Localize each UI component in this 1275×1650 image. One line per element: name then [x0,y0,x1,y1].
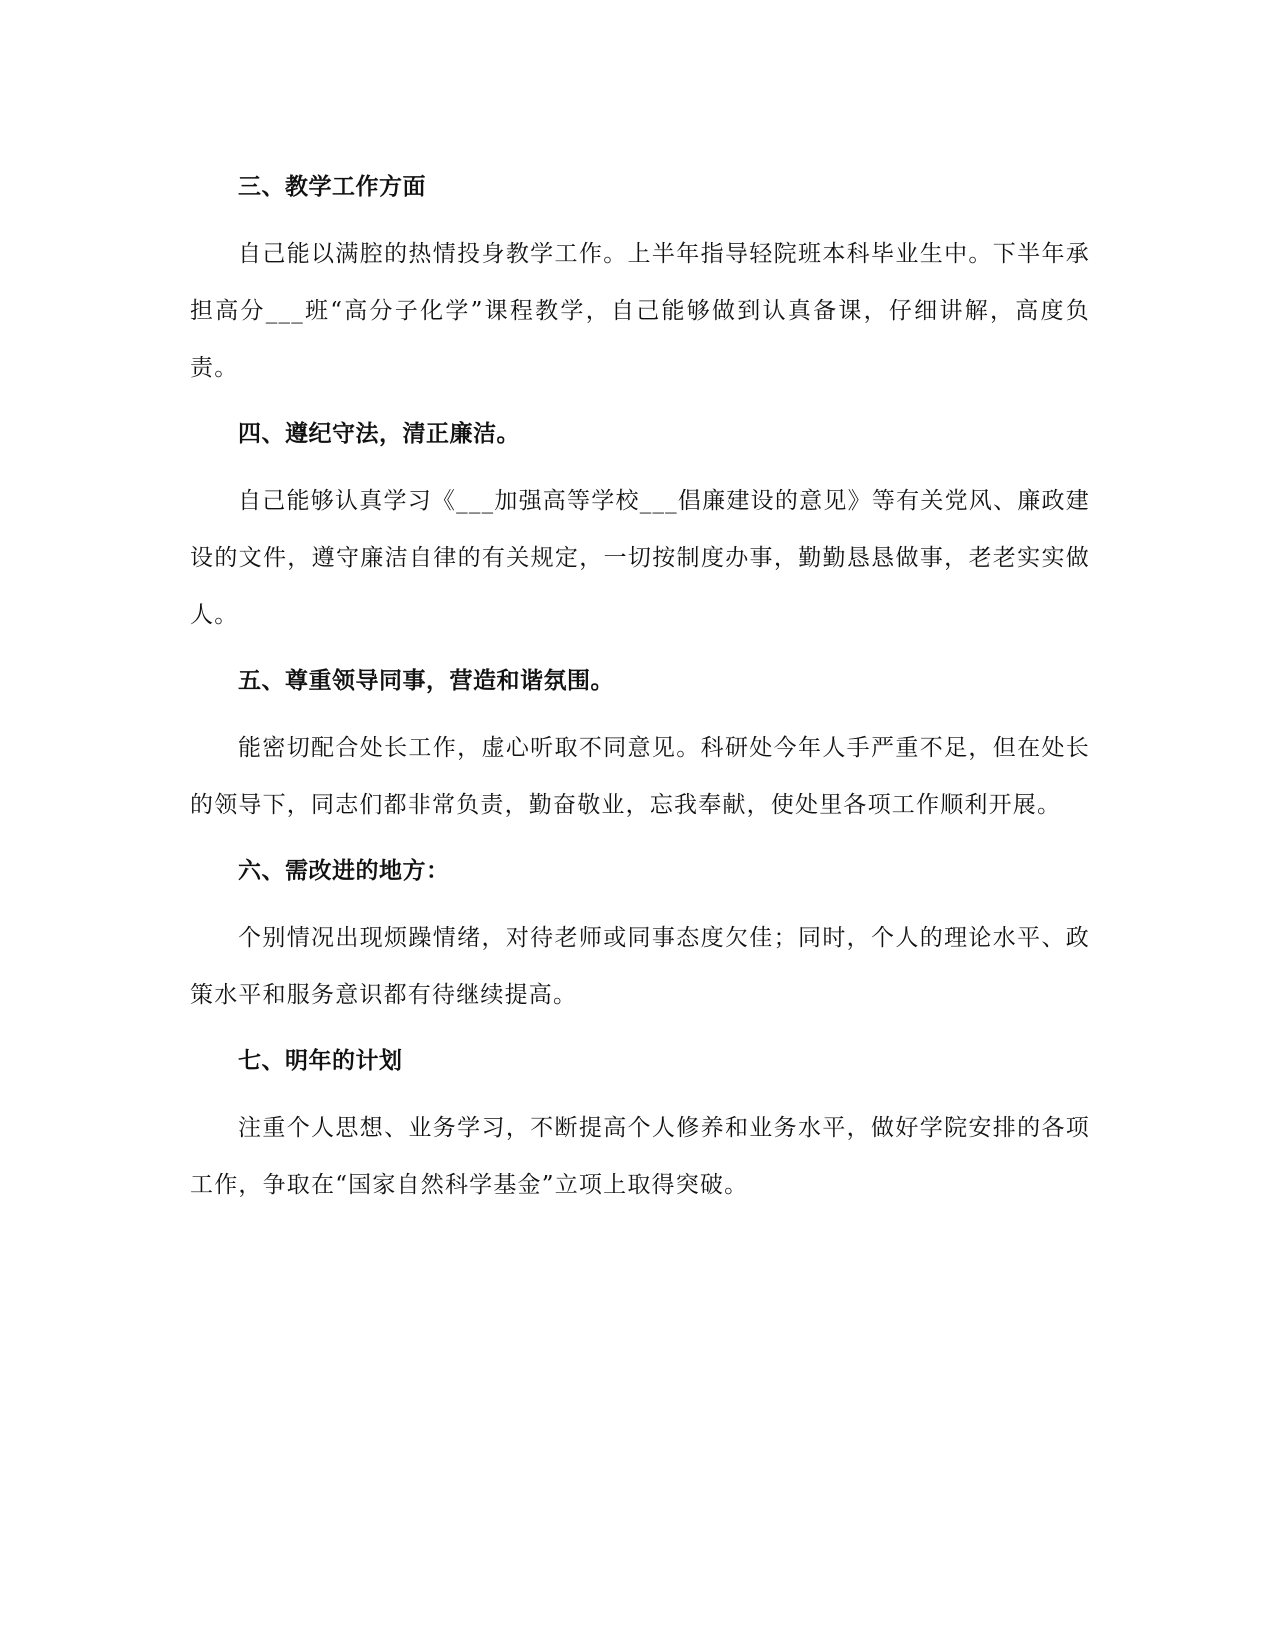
section-heading-improvements: 六、需改进的地方： [238,857,450,884]
section-paragraph-colleagues: 能密切配合处长工作，虚心听取不同意见。科研处今年人手严重不足，但在处长的领导下，同志们都非常负责，勤奋敬业，忘我奉献，使处里各项工作顺利开展。 [190,735,1090,818]
section-paragraph-next-year-plan: 注重个人思想、业务学习，不断提高个人修养和业务水平，做好学院安排的各项工作，争取在“国家自然科学基金”立项上取得突破。 [190,1115,1090,1198]
section-heading-teaching: 三、教学工作方面 [238,173,426,200]
section-paragraph-teaching: 自己能以满腔的热情投身教学工作。上半年指导轻院班本科毕业生中。下半年承担高分___班“高分子化学”课程教学，自己能够做到认真备课，仔细讲解，高度负责。 [190,241,1090,381]
document-body [190,170,1090,1234]
section-heading-colleagues: 五、尊重领导同事，营造和谐氛围。 [238,667,614,694]
section-paragraph-discipline: 自己能够认真学习《___加强高等学校___倡廉建设的意见》等有关党风、廉政建设的文件，遵守廉洁自律的有关规定，一切按制度办事，勤勤恳恳做事，老老实实做人。 [190,488,1090,628]
section-heading-next-year-plan: 七、明年的计划 [238,1047,403,1074]
section-heading-discipline: 四、遵纪守法，清正廉洁。 [238,420,520,447]
section-paragraph-improvements: 个别情况出现烦躁情绪，对待老师或同事态度欠佳；同时，个人的理论水平、政策水平和服务意识都有待继续提高。 [190,925,1090,1008]
